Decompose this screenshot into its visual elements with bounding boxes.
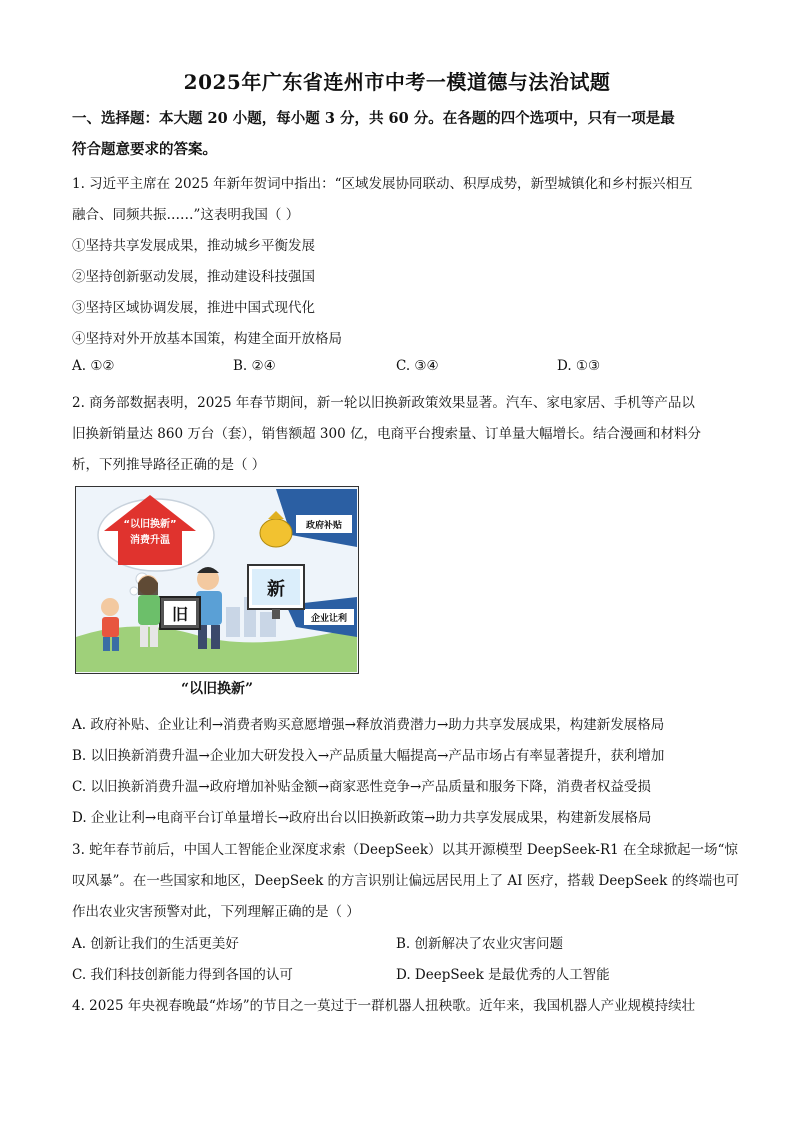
- cartoon-arrow-text-2: 消费升温: [130, 535, 170, 546]
- q1-option-a: A. ①②: [72, 358, 115, 374]
- q2-option-b: B. 以旧换新消费升温→企业加大研发投入→产品质量大幅提高→产品市场占有率显著提升，获利增加: [72, 748, 665, 764]
- q1-item-2: ②坚持创新驱动发展，推动建设科技强国: [72, 269, 315, 285]
- cartoon-old-label: 旧: [171, 605, 189, 624]
- q3-option-a: A. 创新让我们的生活更美好: [72, 936, 239, 952]
- cartoon-gov-label: 政府补贴: [305, 521, 343, 531]
- q1-option-d: D. ①③: [557, 358, 601, 374]
- q2-option-c: C. 以旧换新消费升温→政府增加补贴金额→商家恶性竞争→产品质量和服务下降，消费者权益受损: [72, 779, 651, 795]
- q2-stem-line3: 析，下列推导路径正确的是（ ）: [72, 457, 266, 473]
- cartoon-image: [75, 486, 359, 674]
- q2-option-d: D. 企业让利→电商平台订单量增长→政府出台以旧换新政策→助力共享发展成果，构建新发展格局: [72, 810, 652, 826]
- q1-option-b: B. ②④: [233, 358, 276, 374]
- q1-option-c: C. ③④: [396, 358, 439, 374]
- q3-option-d: D. DeepSeek 是最优秀的人工智能: [396, 967, 610, 983]
- q3-option-c: C. 我们科技创新能力得到各国的认可: [72, 967, 293, 983]
- q1-item-4: ④坚持对外开放基本国策，构建全面开放格局: [72, 331, 342, 347]
- q2-stem-line2: 旧换新销量达 860 万台（套），销售额超 300 亿，电商平台搜索量、订单量大幅增长。结合漫画和材料分: [72, 426, 701, 442]
- section-heading-line2: 符合题意要求的答案。: [72, 141, 217, 158]
- q1-stem-line1: 1. 习近平主席在 2025 年新年贺词中指出：“区域发展协同联动、积厚成势，新型城镇化和乡村振兴相互: [72, 176, 693, 192]
- page-title: 2025年广东省连州市中考一模道德与法治试题: [183, 70, 611, 94]
- q3-option-b: B. 创新解决了农业灾害问题: [396, 936, 564, 952]
- q3-stem-line3: 作出农业灾害预警对此，下列理解正确的是（ ）: [72, 904, 360, 920]
- q3-stem-line1: 3. 蛇年春节前后，中国人工智能企业深度求索（DeepSeek）以其开源模型 DeepSeek-R1 在全球掀起一场“惊: [72, 842, 738, 858]
- cartoon-caption: “以旧换新”: [180, 681, 254, 697]
- q4-stem-line1: 4. 2025 年央视春晚最“炸场”的节目之一莫过于一群机器人扭秧歌。近年来，我国机器人产业规模持续壮: [72, 998, 696, 1014]
- cartoon-new-label: 新: [267, 579, 285, 600]
- q1-stem-line2: 融合、同频共振……”这表明我国（ ）: [72, 207, 300, 223]
- q2-stem-line1: 2. 商务部数据表明，2025 年春节期间，新一轮以旧换新政策效果显著。汽车、家电家居、手机等产品以: [72, 395, 695, 411]
- cartoon-ent-label: 企业让利: [310, 614, 348, 624]
- section-heading-line1: 一、选择题：本大题 20 小题，每小题 3 分，共 60 分。在各题的四个选项中，只有一项是最: [72, 110, 675, 127]
- q2-option-a: A. 政府补贴、企业让利→消费者购买意愿增强→释放消费潜力→助力共享发展成果，构建新发展格局: [72, 717, 665, 733]
- q1-item-3: ③坚持区域协调发展，推进中国式现代化: [72, 300, 315, 316]
- q1-item-1: ①坚持共享发展成果，推动城乡平衡发展: [72, 238, 315, 254]
- cartoon-arrow-text-1: “以旧换新”: [123, 519, 177, 530]
- q3-stem-line2: 叹风暴”。在一些国家和地区，DeepSeek 的方言识别让偏远居民用上了 AI 医疗，搭载 DeepSeek 的终端也可: [72, 873, 740, 889]
